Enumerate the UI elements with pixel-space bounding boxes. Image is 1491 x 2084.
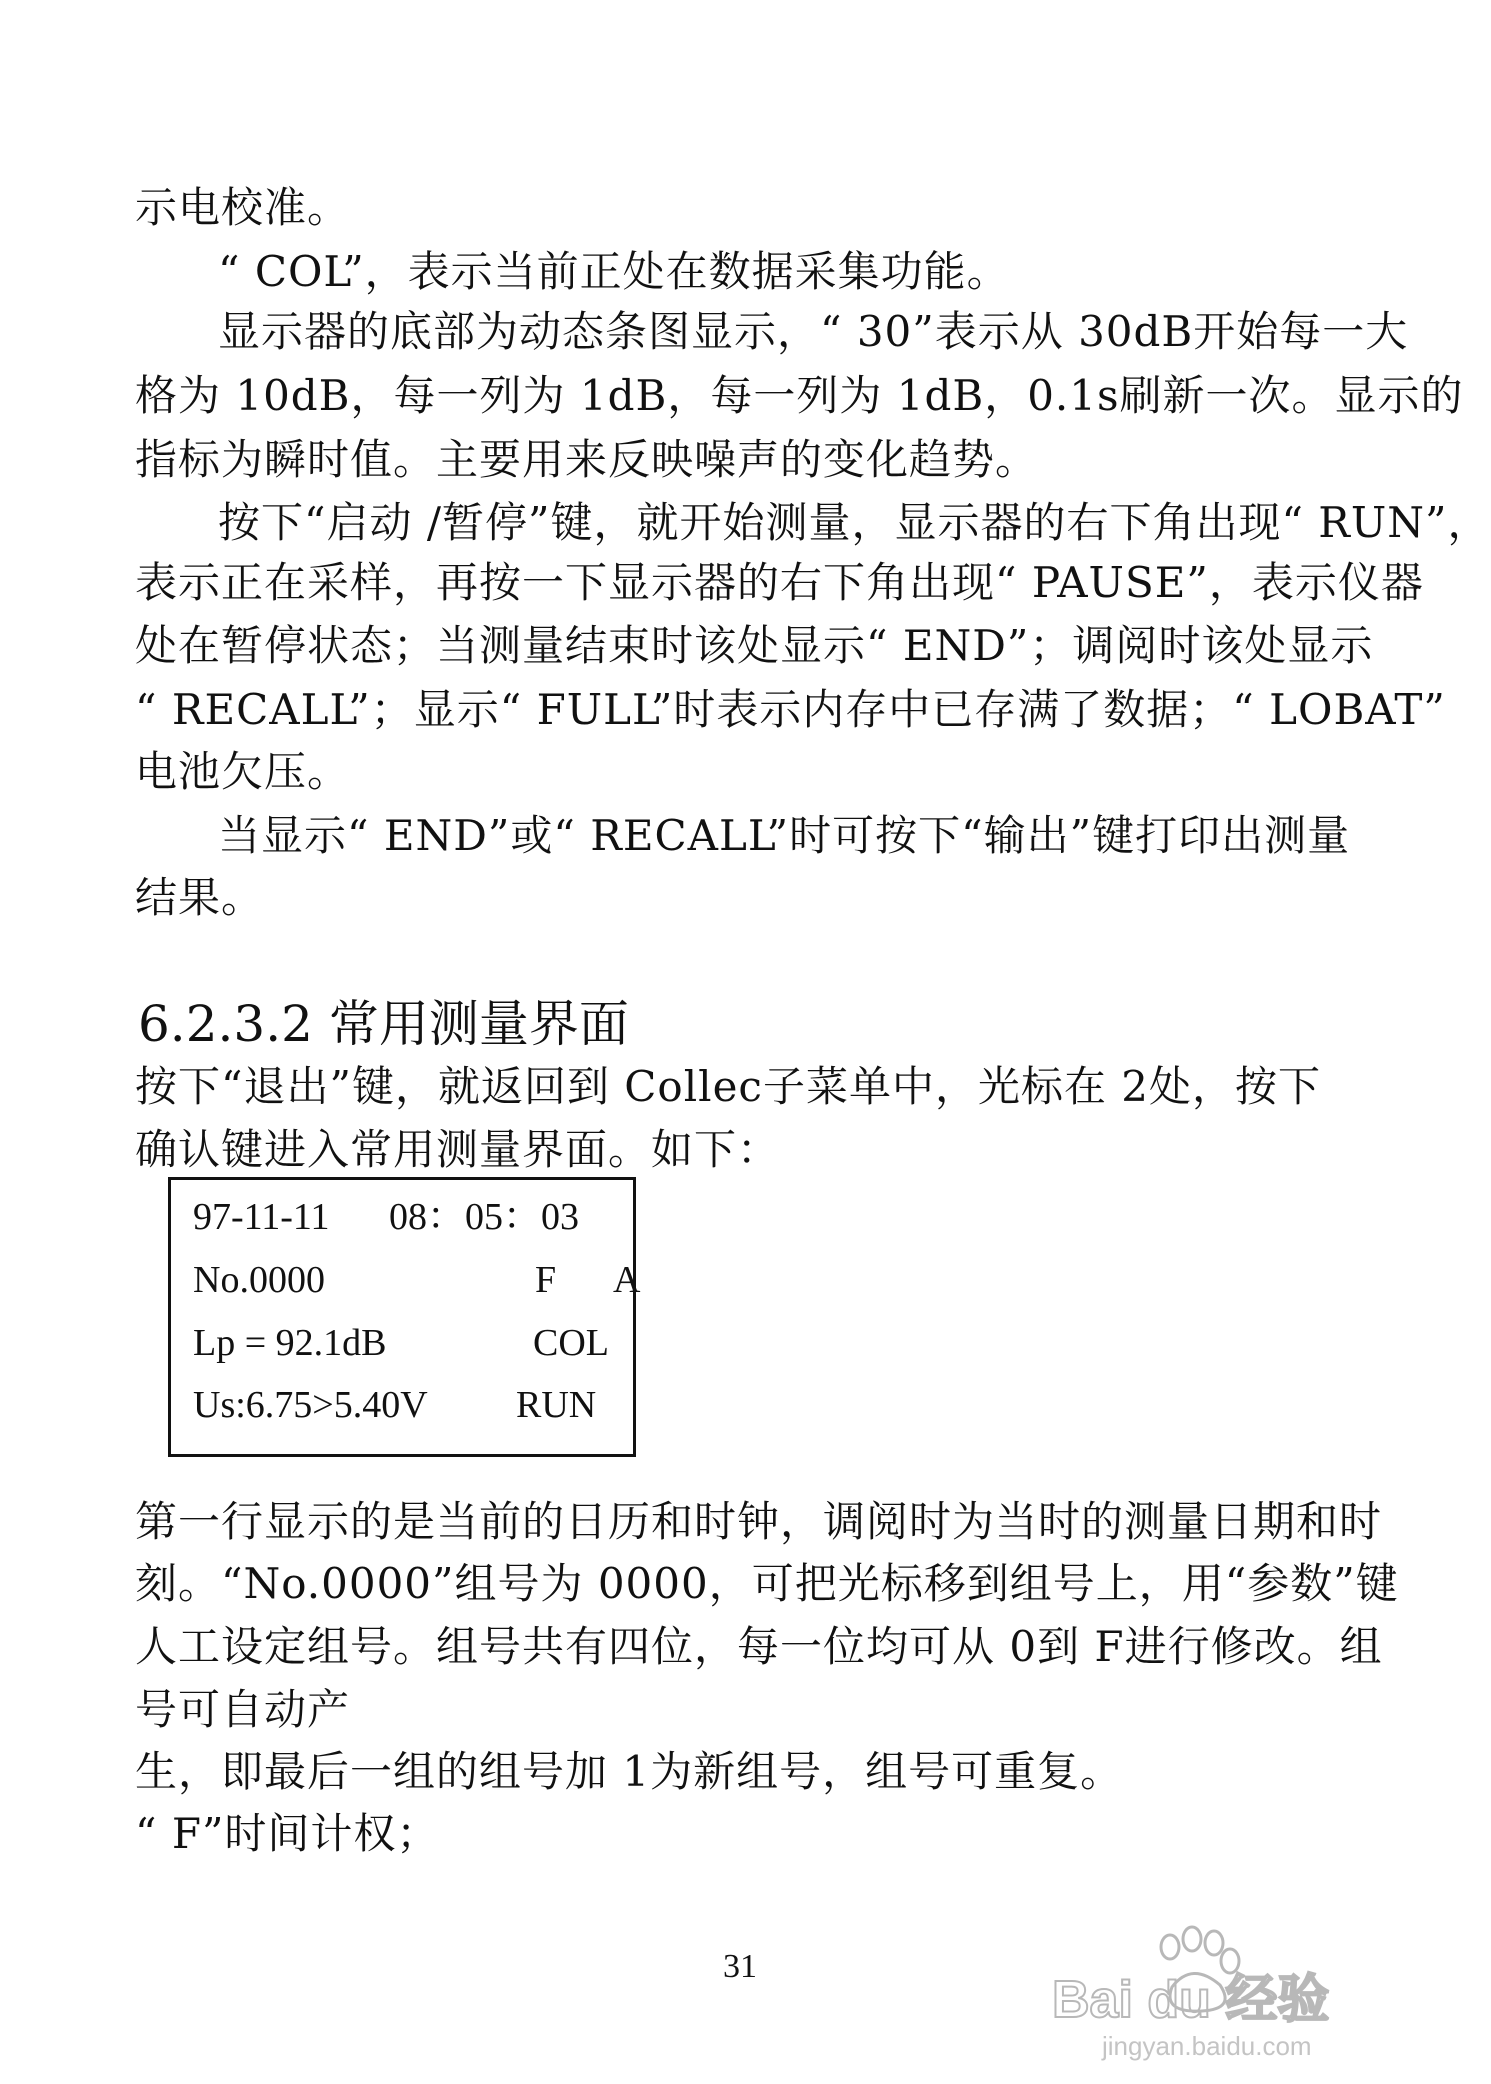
paw-toe-icon [1161, 1935, 1179, 1959]
paragraph-line: 处在暂停状态；当测量结束时该处显示“ END”；调阅时该处显示 [135, 621, 1374, 670]
baidu-jingyan-watermark [1042, 1925, 1382, 2065]
paragraph-line: 示电校准。 [135, 183, 351, 232]
paragraph-line: “ COL”，表示当前正处在数据采集功能。 [218, 247, 1010, 296]
lcd-level: Lp = 92.1dB [193, 1322, 387, 1364]
lcd-weighting: F [535, 1259, 557, 1301]
paragraph-line: 显示器的底部为动态条图显示，“ 30”表示从 30dB开始每一大 [218, 307, 1409, 356]
lcd-voltage: Us:6.75>5.40V [193, 1384, 428, 1426]
paw-toe-icon [1221, 1949, 1239, 1973]
paragraph-line: 当显示“ END”或“ RECALL”时可按下“输出”键打印出测量 [218, 811, 1351, 860]
explanation-line: “ F”时间计权； [135, 1809, 440, 1858]
paragraph-line: 指标为瞬时值。主要用来反映噪声的变化趋势。 [135, 435, 1039, 484]
intro-line: 确认键进入常用测量界面。如下： [135, 1125, 781, 1174]
paragraph-line: 格为 10dB，每一列为 1dB，每一列为 1dB，0.1s刷新一次。显示的 [135, 371, 1464, 420]
lcd-group-number: No.0000 [193, 1259, 325, 1301]
paw-toe-icon [1183, 1927, 1201, 1951]
paragraph-line: 电池欠压。 [135, 747, 351, 796]
page-number: 31 [723, 1948, 757, 1985]
explanation-line: 生，即最后一组的组号加 1为新组号，组号可重复。 [135, 1747, 1124, 1796]
paragraph-line: 结果。 [135, 873, 265, 922]
paragraph-line: “ RECALL”；显示“ FULL”时表示内存中已存满了数据；“ LOBAT” [135, 685, 1446, 734]
watermark-url: jingyan.baidu.com [1102, 2031, 1312, 2061]
section-heading: 6.2.3.2 常用测量界面 [138, 995, 629, 1053]
explanation-line: 第一行显示的是当前的日历和时钟，调阅时为当时的测量日期和时 [135, 1497, 1383, 1546]
lcd-time: 08：05：03 [389, 1196, 580, 1238]
lcd-status: RUN [516, 1384, 597, 1426]
lcd-date: 97-11-11 [193, 1196, 330, 1238]
paw-toe-icon [1205, 1931, 1223, 1955]
watermark-brand: Bai du 经验 [1052, 1971, 1330, 2029]
lcd-weighting-partial: A [613, 1259, 641, 1301]
paragraph-line: 按下“启动 /暂停”键，就开始测量，显示器的右下角出现“ RUN”， [218, 498, 1491, 547]
lcd-mode: COL [533, 1322, 609, 1364]
explanation-line: 号可自动产 [135, 1685, 351, 1734]
explanation-line: 刻。“No.0000”组号为 0000，可把光标移到组号上，用“参数”键 [135, 1559, 1399, 1608]
lcd-screen [168, 1177, 641, 1457]
explanation-line: 人工设定组号。组号共有四位，每一位均可从 0到 F进行修改。组 [135, 1622, 1383, 1671]
paragraph-line: 表示正在采样，再按一下显示器的右下角出现“ PAUSE”，表示仪器 [135, 558, 1424, 607]
intro-line: 按下“退出”键，就返回到 Collec子菜单中，光标在 2处，按下 [135, 1062, 1322, 1111]
